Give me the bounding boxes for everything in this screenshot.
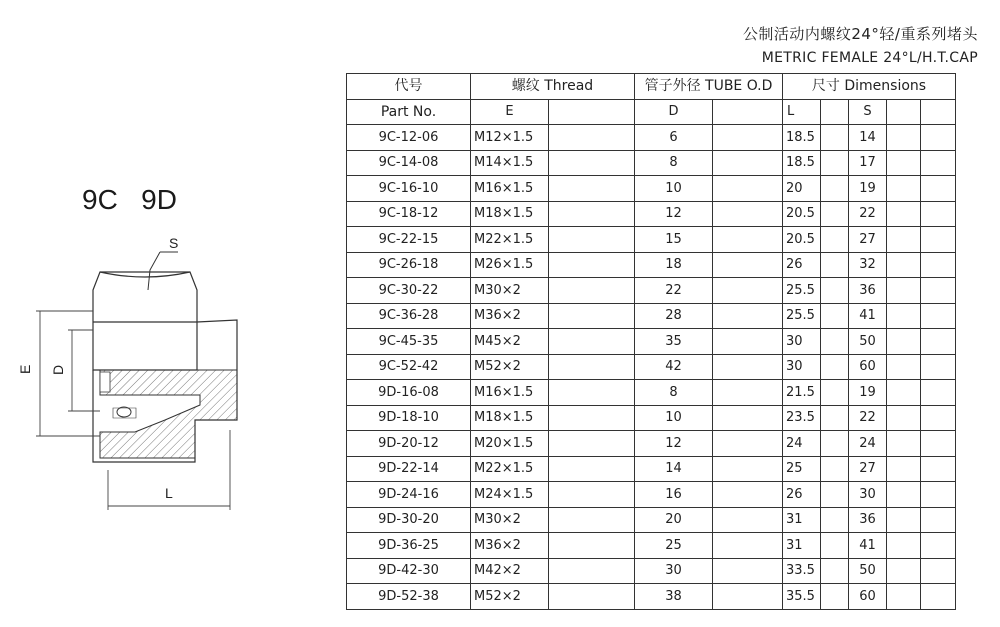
hex-size-cell: 50: [849, 558, 887, 584]
tube-od-cell: 8: [635, 150, 713, 176]
thread-cell: M18×1.5: [471, 405, 549, 431]
part-no-cell: 9C-18-12: [347, 201, 471, 227]
hex-size-cell: 50: [849, 329, 887, 355]
blank-cell: [921, 278, 956, 304]
blank-cell: [821, 456, 849, 482]
part-no-cell: 9D-18-10: [347, 405, 471, 431]
blank-cell: [549, 125, 635, 151]
series-label: 9C 9D: [82, 184, 177, 215]
blank-cell: [921, 150, 956, 176]
part-no-cell: 9D-24-16: [347, 482, 471, 508]
blank-cell: [921, 201, 956, 227]
blank-cell: [921, 329, 956, 355]
blank-cell: [887, 278, 921, 304]
blank-cell: [549, 329, 635, 355]
blank-cell: [549, 507, 635, 533]
header-part-en: Part No.: [347, 99, 471, 125]
table-row: [347, 354, 956, 380]
table-row: [347, 329, 956, 355]
tube-od-cell: 12: [635, 201, 713, 227]
thread-cell: M30×2: [471, 507, 549, 533]
length-cell: 20.5: [783, 227, 821, 253]
thread-cell: M12×1.5: [471, 125, 549, 151]
blank-cell: [713, 456, 783, 482]
blank-cell: [821, 584, 849, 610]
tube-od-cell: 8: [635, 380, 713, 406]
tube-od-cell: 6: [635, 125, 713, 151]
blank-cell: [549, 456, 635, 482]
header-s: S: [849, 99, 887, 125]
blank-cell: [921, 405, 956, 431]
thread-cell: M14×1.5: [471, 150, 549, 176]
hex-size-cell: 27: [849, 456, 887, 482]
blank-cell: [821, 482, 849, 508]
blank-cell: [887, 405, 921, 431]
length-cell: 25.5: [783, 303, 821, 329]
part-no-cell: 9D-16-08: [347, 380, 471, 406]
table-row: [347, 278, 956, 304]
header-e: E: [471, 99, 549, 125]
blank-cell: [821, 431, 849, 457]
label-s: S: [169, 235, 179, 251]
spec-table: [346, 73, 956, 610]
table-row: [347, 405, 956, 431]
length-cell: 30: [783, 354, 821, 380]
blank-cell: [549, 431, 635, 457]
blank-cell: [713, 354, 783, 380]
blank-cell: [549, 227, 635, 253]
hex-size-cell: 19: [849, 176, 887, 202]
hex-size-cell: 36: [849, 507, 887, 533]
table-row: [347, 150, 956, 176]
header-row-1: [347, 74, 956, 100]
blank-cell: [887, 150, 921, 176]
part-no-cell: 9D-20-12: [347, 431, 471, 457]
hex-size-cell: 22: [849, 201, 887, 227]
blank-cell: [549, 278, 635, 304]
part-no-cell: 9C-22-15: [347, 227, 471, 253]
blank-cell: [921, 558, 956, 584]
blank-cell: [821, 150, 849, 176]
header-l: L: [783, 99, 821, 125]
hex-size-cell: 19: [849, 380, 887, 406]
blank-cell: [887, 201, 921, 227]
length-cell: 35.5: [783, 584, 821, 610]
blank-cell: [713, 405, 783, 431]
blank-cell: [921, 431, 956, 457]
thread-cell: M16×1.5: [471, 176, 549, 202]
part-no-cell: 9D-30-20: [347, 507, 471, 533]
length-cell: 26: [783, 482, 821, 508]
length-cell: 18.5: [783, 150, 821, 176]
blank-cell: [821, 252, 849, 278]
blank-cell: [887, 558, 921, 584]
blank-cell: [921, 584, 956, 610]
thread-cell: M52×2: [471, 584, 549, 610]
length-cell: 30: [783, 329, 821, 355]
length-cell: 20: [783, 176, 821, 202]
blank-cell: [821, 278, 849, 304]
length-cell: 18.5: [783, 125, 821, 151]
tube-od-cell: 22: [635, 278, 713, 304]
blank-cell: [549, 354, 635, 380]
blank-cell: [921, 176, 956, 202]
tube-od-cell: 30: [635, 558, 713, 584]
thread-cell: M24×1.5: [471, 482, 549, 508]
tube-od-cell: 10: [635, 405, 713, 431]
thread-cell: M36×2: [471, 533, 549, 559]
blank-cell: [713, 558, 783, 584]
blank-cell: [821, 354, 849, 380]
table-row: [347, 201, 956, 227]
blank-cell: [921, 482, 956, 508]
hex-size-cell: 30: [849, 482, 887, 508]
tube-od-cell: 10: [635, 176, 713, 202]
part-no-cell: 9C-30-22: [347, 278, 471, 304]
tube-od-cell: 15: [635, 227, 713, 253]
table-row: [347, 456, 956, 482]
blank-cell: [713, 176, 783, 202]
part-no-cell: 9C-52-42: [347, 354, 471, 380]
page-title-en: METRIC FEMALE 24°L/H.T.CAP: [761, 50, 978, 66]
length-cell: 31: [783, 507, 821, 533]
blank-cell: [887, 584, 921, 610]
blank-cell: [887, 176, 921, 202]
blank-cell: [549, 201, 635, 227]
blank-cell: [821, 303, 849, 329]
header-tube-od: 管子外径 TUBE O.D: [635, 74, 783, 100]
tube-od-cell: 18: [635, 252, 713, 278]
blank-cell: [713, 227, 783, 253]
blank-cell: [713, 329, 783, 355]
table-row: [347, 227, 956, 253]
s-leader: [148, 252, 178, 290]
part-no-cell: 9C-45-35: [347, 329, 471, 355]
blank-cell: [713, 380, 783, 406]
tube-od-cell: 20: [635, 507, 713, 533]
tube-od-cell: 16: [635, 482, 713, 508]
table-row: [347, 558, 956, 584]
header-d: D: [635, 99, 713, 125]
table-row: [347, 303, 956, 329]
table-row: [347, 431, 956, 457]
blank-cell: [921, 456, 956, 482]
thread-cell: M52×2: [471, 354, 549, 380]
blank-cell: [713, 584, 783, 610]
hex-size-cell: 17: [849, 150, 887, 176]
blank-cell: [821, 405, 849, 431]
blank-cell: [713, 252, 783, 278]
blank-cell: [713, 201, 783, 227]
length-cell: 23.5: [783, 405, 821, 431]
part-no-cell: 9C-36-28: [347, 303, 471, 329]
o-ring-icon: [113, 407, 136, 418]
part-no-cell: 9D-22-14: [347, 456, 471, 482]
hex-size-cell: 41: [849, 533, 887, 559]
table-row: [347, 507, 956, 533]
blank-cell: [549, 533, 635, 559]
blank-cell: [887, 303, 921, 329]
thread-cell: M20×1.5: [471, 431, 549, 457]
blank-cell: [549, 380, 635, 406]
part-no-cell: 9C-16-10: [347, 176, 471, 202]
header-row-2: [347, 99, 956, 125]
cap-cross-section-drawing: [0, 0, 330, 627]
table-row: [347, 380, 956, 406]
part-no-cell: 9D-52-38: [347, 584, 471, 610]
part-no-cell: 9D-36-25: [347, 533, 471, 559]
blank-cell: [921, 252, 956, 278]
table-row: [347, 125, 956, 151]
blank-cell: [887, 431, 921, 457]
blank-cell: [549, 558, 635, 584]
length-cell: 33.5: [783, 558, 821, 584]
length-cell: 24: [783, 431, 821, 457]
blank-cell: [549, 176, 635, 202]
hex-size-cell: 24: [849, 431, 887, 457]
blank-cell: [887, 456, 921, 482]
table-row: [347, 584, 956, 610]
tube-od-cell: 14: [635, 456, 713, 482]
blank-cell: [713, 278, 783, 304]
blank-cell: [887, 125, 921, 151]
thread-cell: M36×2: [471, 303, 549, 329]
blank-cell: [549, 584, 635, 610]
tube-od-cell: 25: [635, 533, 713, 559]
blank-cell: [713, 533, 783, 559]
blank-cell: [921, 507, 956, 533]
blank-cell: [713, 303, 783, 329]
part-no-cell: 9C-26-18: [347, 252, 471, 278]
length-cell: 21.5: [783, 380, 821, 406]
header-dimensions: 尺寸 Dimensions: [783, 74, 956, 100]
blank-cell: [821, 507, 849, 533]
blank-cell: [713, 150, 783, 176]
blank-cell: [821, 533, 849, 559]
label-e: E: [17, 364, 33, 374]
blank-cell: [549, 482, 635, 508]
header-part-cn: 代号: [347, 74, 471, 100]
blank-cell: [821, 227, 849, 253]
blank-cell: [821, 329, 849, 355]
blank-cell: [887, 380, 921, 406]
hex-size-cell: 41: [849, 303, 887, 329]
blank-cell: [549, 252, 635, 278]
thread-cell: M45×2: [471, 329, 549, 355]
blank-cell: [887, 329, 921, 355]
blank-cell: [887, 482, 921, 508]
blank-cell: [713, 431, 783, 457]
table-row: [347, 252, 956, 278]
length-cell: 26: [783, 252, 821, 278]
part-no-cell: 9C-14-08: [347, 150, 471, 176]
blank-cell: [549, 405, 635, 431]
blank-cell: [713, 507, 783, 533]
hex-size-cell: 32: [849, 252, 887, 278]
hex-size-cell: 22: [849, 405, 887, 431]
blank-cell: [821, 558, 849, 584]
thread-cell: M18×1.5: [471, 201, 549, 227]
blank-cell: [821, 201, 849, 227]
label-d: D: [50, 364, 66, 375]
tube-od-cell: 28: [635, 303, 713, 329]
hex-size-cell: 14: [849, 125, 887, 151]
part-no-cell: 9C-12-06: [347, 125, 471, 151]
thread-cell: M16×1.5: [471, 380, 549, 406]
length-cell: 20.5: [783, 201, 821, 227]
thread-cell: M22×1.5: [471, 456, 549, 482]
tube-od-cell: 38: [635, 584, 713, 610]
hex-size-cell: 36: [849, 278, 887, 304]
blank-cell: [713, 482, 783, 508]
blank-cell: [821, 125, 849, 151]
header-thread: 螺纹 Thread: [471, 74, 635, 100]
table-row: [347, 482, 956, 508]
thread-cell: M42×2: [471, 558, 549, 584]
blank-cell: [887, 252, 921, 278]
blank-cell: [921, 380, 956, 406]
blank-cell: [921, 227, 956, 253]
length-cell: 25.5: [783, 278, 821, 304]
table-row: [347, 176, 956, 202]
blank-cell: [921, 354, 956, 380]
blank-cell: [821, 380, 849, 406]
tube-od-cell: 35: [635, 329, 713, 355]
blank-cell: [921, 533, 956, 559]
blank-cell: [713, 125, 783, 151]
hex-size-cell: 27: [849, 227, 887, 253]
blank-cell: [549, 150, 635, 176]
tube-od-cell: 12: [635, 431, 713, 457]
blank-cell: [887, 354, 921, 380]
thread-cell: M30×2: [471, 278, 549, 304]
blank-cell: [549, 303, 635, 329]
length-cell: 25: [783, 456, 821, 482]
blank-cell: [887, 227, 921, 253]
blank-cell: [921, 303, 956, 329]
thread-cell: M22×1.5: [471, 227, 549, 253]
blank-cell: [921, 125, 956, 151]
part-no-cell: 9D-42-30: [347, 558, 471, 584]
tube-od-cell: 42: [635, 354, 713, 380]
table-row: [347, 533, 956, 559]
page-title-cn: 公制活动内螺纹24°轻/重系列堵头: [742, 25, 978, 43]
length-cell: 31: [783, 533, 821, 559]
blank-cell: [887, 533, 921, 559]
blank-cell: [887, 507, 921, 533]
hex-size-cell: 60: [849, 584, 887, 610]
hex-size-cell: 60: [849, 354, 887, 380]
thread-cell: M26×1.5: [471, 252, 549, 278]
blank-cell: [821, 176, 849, 202]
label-l: L: [165, 485, 173, 501]
